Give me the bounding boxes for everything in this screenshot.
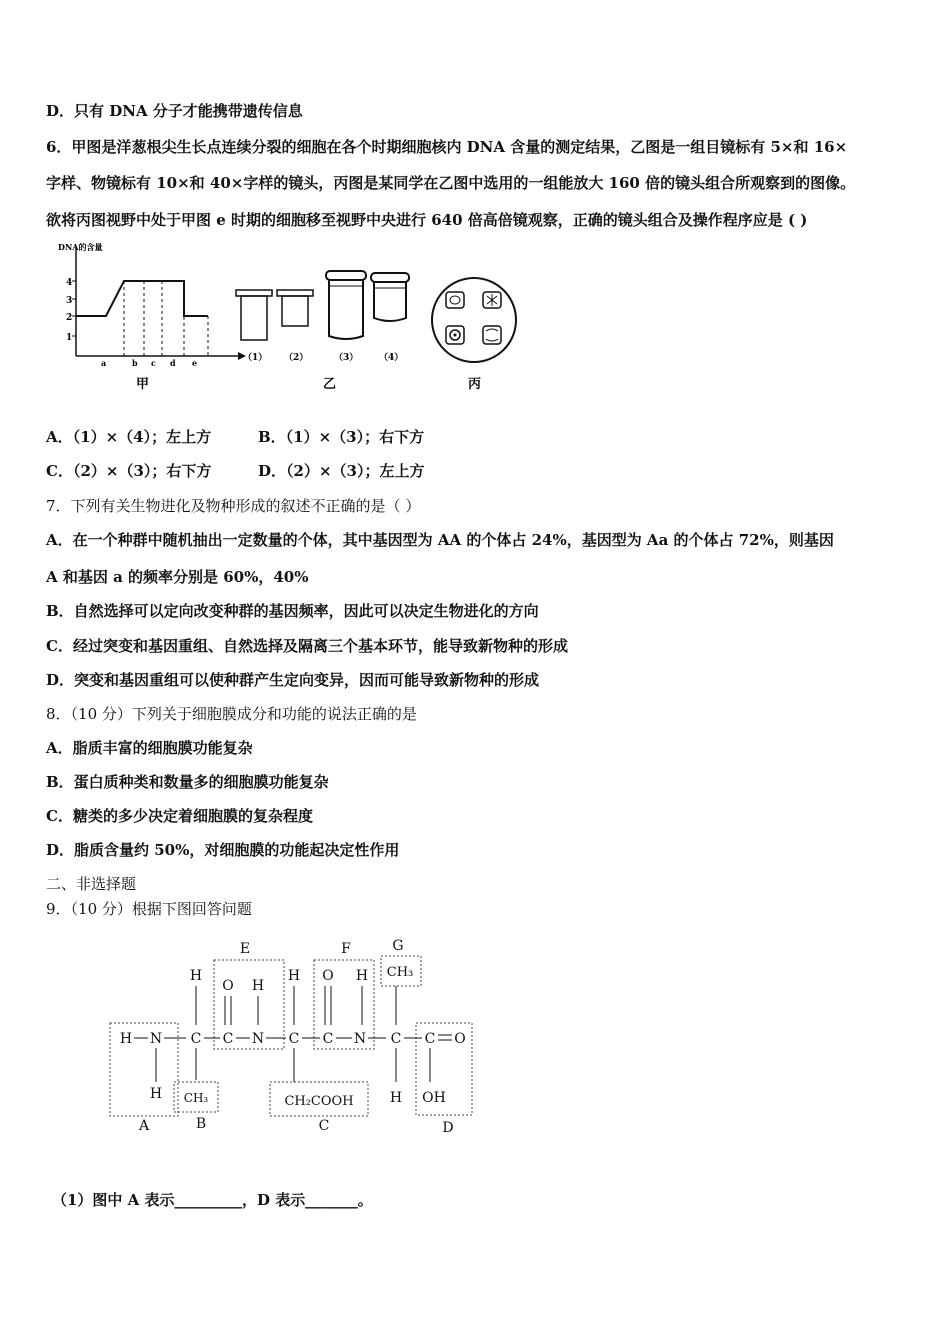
- lens-label: （4）: [379, 353, 404, 363]
- label-C: C: [318, 1118, 330, 1134]
- atom-H: H: [355, 968, 369, 984]
- atom-H: H: [119, 1031, 133, 1047]
- jia-xtick: c: [151, 358, 156, 368]
- q8-stem: 8．（10 分）下列关于细胞膜成分和功能的说法正确的是: [46, 705, 417, 723]
- jia-xtick: d: [170, 358, 176, 368]
- label-G: G: [392, 938, 404, 954]
- q8-option-a: A．脂质丰富的细胞膜功能复杂: [46, 739, 253, 757]
- lens-1-body: [241, 296, 267, 340]
- label-F: F: [341, 941, 351, 957]
- atom-C: C: [190, 1031, 202, 1047]
- atom-H: H: [189, 968, 203, 984]
- atom-O: O: [454, 1031, 466, 1047]
- atom-ch2cooh: CH₂COOH: [284, 1094, 354, 1109]
- jia-ytick: 4: [66, 278, 73, 288]
- jia-xtick: a: [101, 358, 107, 368]
- jia-dna-curve: [76, 281, 208, 316]
- yi-lenses: [236, 271, 409, 392]
- q7-stem: 7．下列有关生物进化及物种形成的叙述不正确的是（ ）: [46, 497, 421, 515]
- bing-view-circle: [432, 278, 516, 362]
- atom-N: N: [149, 1031, 163, 1047]
- lens-2-body: [282, 296, 308, 326]
- atom-O: O: [222, 978, 234, 994]
- atom-C: C: [288, 1031, 300, 1047]
- atom-N: N: [251, 1031, 265, 1047]
- q6-stem-line1: 6．甲图是洋葱根尖生长点连续分裂的细胞在各个时期细胞核内 DNA 含量的测定结果，乙图是一组目镜标有 5×和 16×: [46, 138, 848, 156]
- atom-O: O: [322, 968, 334, 984]
- atom-C: C: [222, 1031, 234, 1047]
- q9-sub-question-1: （1）图中 A 表示_________，D 表示_______。: [52, 1191, 373, 1209]
- bing-caption: 丙: [468, 377, 482, 392]
- q7-option-c: C．经过突变和基因重组、自然选择及隔离三个基本环节，能导致新物种的形成: [46, 637, 568, 655]
- jia-ytick: 2: [66, 313, 73, 323]
- atom-oh: OH: [422, 1090, 446, 1106]
- q6-stem-line2: 字样、物镜标有 10×和 40×字样的镜头，丙图是某同学在乙图中选用的一组能放大 160 倍的镜头组合所观察到的图像。: [46, 174, 856, 192]
- atom-C: C: [390, 1031, 402, 1047]
- lens-1-cap: [236, 290, 272, 296]
- q8-option-c: C．糖类的多少决定着细胞膜的复杂程度: [46, 807, 313, 825]
- label-B: B: [195, 1116, 207, 1132]
- label-D: D: [442, 1120, 454, 1136]
- q6-option-c: C．（2）×（3）；右下方: [46, 462, 212, 480]
- jia-ytick: 3: [66, 296, 73, 306]
- atom-H: H: [149, 1086, 163, 1102]
- q9-peptide-structure: [100, 930, 500, 1140]
- atom-H: H: [389, 1090, 403, 1106]
- q6-figure: [40, 238, 540, 403]
- q5-option-d: D．只有 DNA 分子才能携带遗传信息: [46, 102, 303, 120]
- lens-2-cap: [277, 290, 313, 296]
- q8-option-b: B．蛋白质种类和数量多的细胞膜功能复杂: [46, 773, 329, 791]
- atom-C: C: [322, 1031, 334, 1047]
- jia-ylabel: DNA的含量: [58, 242, 103, 252]
- q6-stem-line3: 欲将丙图视野中处于甲图 e 时期的细胞移至视野中央进行 640 倍高倍镜观察，正确的镜头组合及操作程序应是 ( ): [46, 211, 808, 229]
- jia-xtick: e: [192, 358, 198, 368]
- lens-4-cap: [371, 273, 409, 282]
- section-title: 二、非选择题: [46, 875, 137, 893]
- q7-option-b: B．自然选择可以定向改变种群的基因频率，因此可以决定生物进化的方向: [46, 602, 539, 620]
- jia-ytick: 1: [66, 333, 73, 343]
- bing-cell-top-left: [446, 292, 464, 308]
- q9-stem: 9．（10 分）根据下图回答问题: [46, 900, 252, 918]
- q6-option-d: D．（2）×（3）；左上方: [258, 462, 425, 480]
- jia-xtick: b: [132, 358, 138, 368]
- lens-label: （2）: [284, 353, 309, 363]
- yi-caption: 乙: [323, 377, 337, 392]
- lens-3-cap: [326, 271, 366, 280]
- q6-option-a: A．（1）×（4）；左上方: [46, 428, 212, 446]
- atom-ch3: CH₃: [386, 965, 414, 980]
- atom-H: H: [251, 978, 265, 994]
- atom-H: H: [287, 968, 301, 984]
- bing-field-of-view: [432, 278, 516, 392]
- jia-graph: [58, 242, 246, 392]
- q8-option-d: D．脂质含量约 50%，对细胞膜的功能起决定性作用: [46, 841, 400, 859]
- atom-N: N: [353, 1031, 367, 1047]
- q7-option-a-line1: A．在一个种群中随机抽出一定数量的个体，其中基因型为 AA 的个体占 24%，基因型为 Aa 的个体占 72%，则基因: [46, 531, 834, 549]
- q7-option-d: D．突变和基因重组可以使种群产生定向变异，因而可能导致新物种的形成: [46, 671, 540, 689]
- atom-C: C: [424, 1031, 436, 1047]
- lens-label: （1）: [243, 353, 268, 363]
- lens-label: （3）: [334, 353, 359, 363]
- label-A: A: [138, 1118, 150, 1134]
- label-E: E: [239, 941, 251, 957]
- q6-option-b: B．（1）×（3）；右下方: [258, 428, 425, 446]
- lens-3-body: [329, 280, 363, 339]
- jia-caption: 甲: [136, 377, 150, 392]
- q7-option-a-line2: A 和基因 a 的频率分别是 60%，40%: [46, 568, 309, 586]
- atom-ch3: CH₃: [183, 1091, 209, 1105]
